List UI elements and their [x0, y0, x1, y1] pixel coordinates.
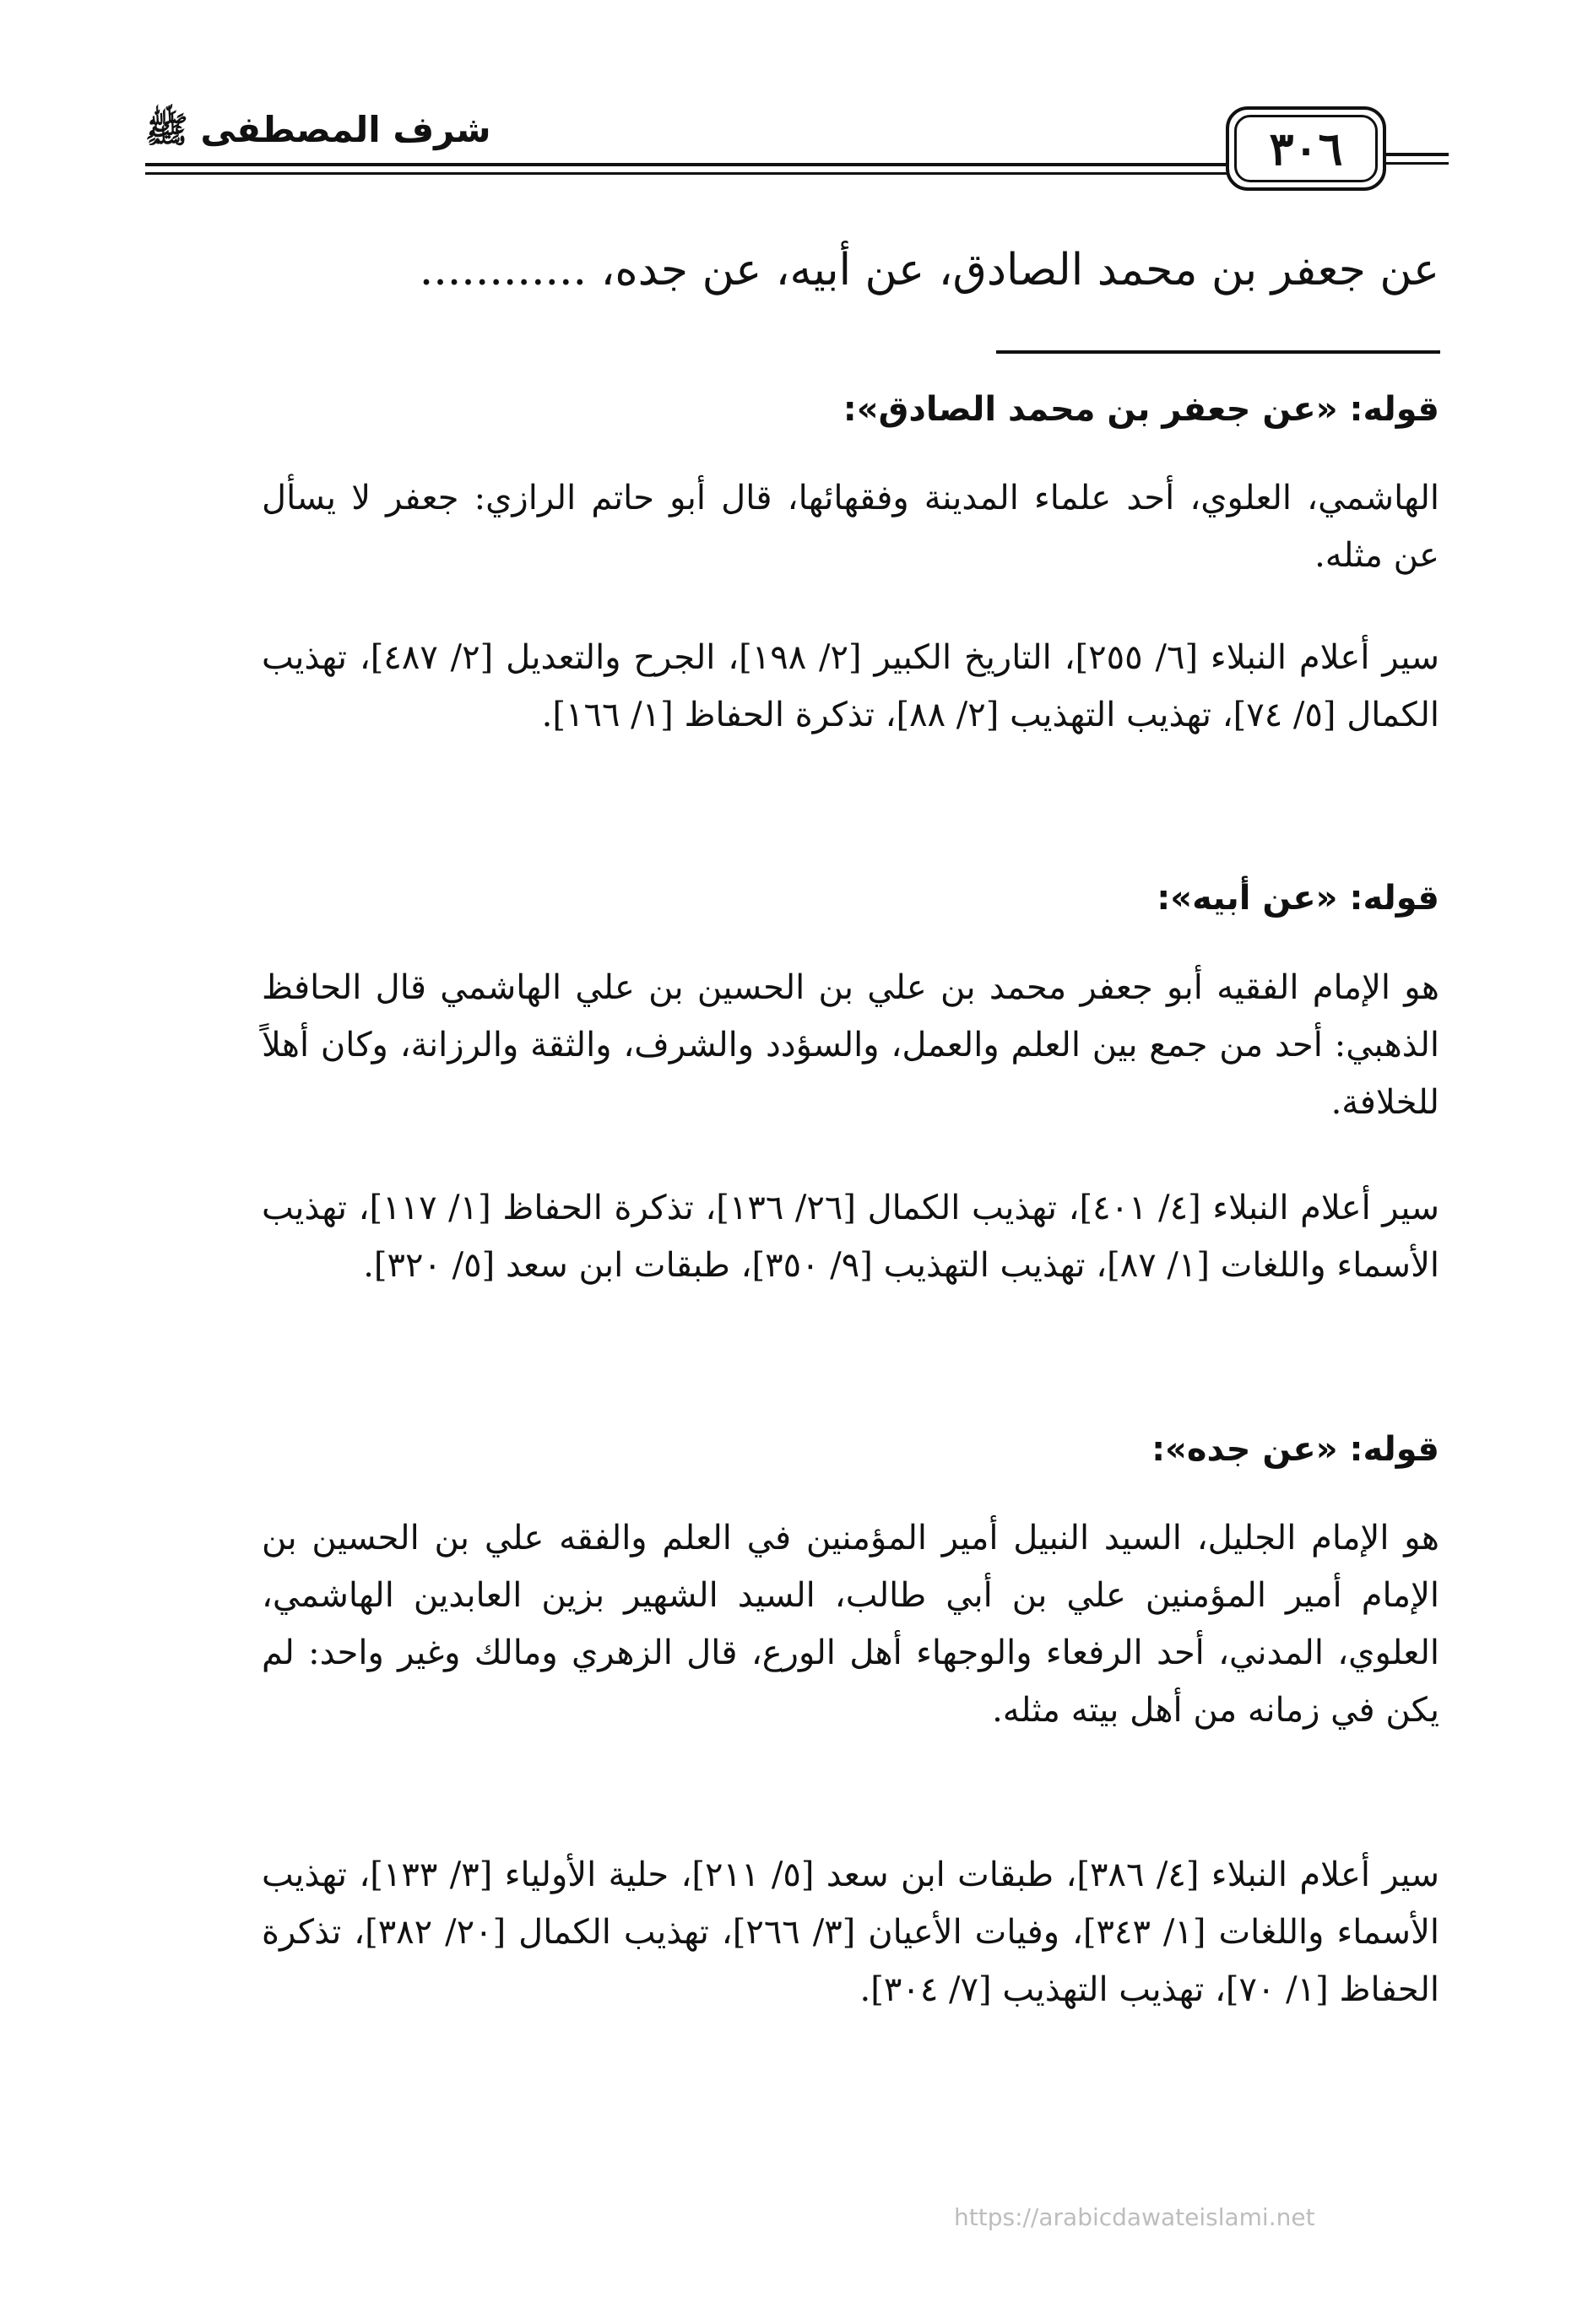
main-text-dots: ............ — [419, 245, 588, 295]
section-heading: قوله: «عن جده»: — [1151, 1430, 1439, 1469]
section-heading: قوله: «عن جعفر بن محمد الصادق»: — [843, 390, 1439, 429]
main-text: عن جعفر بن محمد الصادق، عن أبيه، عن جده، — [600, 245, 1439, 295]
website-watermark: https://arabicdawateislami.net — [954, 2203, 1315, 2231]
page-number: ٣٠٦ — [1269, 122, 1343, 176]
section-references: سير أعلام النبلاء [٤/ ٣٨٦]، طبقات ابن سعد [٥/ ٢١١]، حلية الأولياء [٣/ ١٣٣]، تهذيب الأسماء واللغات [١/ ٣٤٣]، وفيات الأعيان [٣/ ٢٦٦]، تهذيب الكمال [٢٠/ ٣٨٢]، تذكرة الحفاظ [١/ ٧٠]، تهذيب التهذيب [٧/ ٣٠٤]. — [262, 1855, 1440, 2009]
section-paragraph: الهاشمي، العلوي، أحد علماء المدينة وفقهائها، قال أبو حاتم الرازي: جعفر لا يسأل عن مثله. — [262, 479, 1439, 575]
section-references: سير أعلام النبلاء [٦/ ٢٥٥]، التاريخ الكبير [٢/ ١٩٨]، الجرح والتعديل [٢/ ٤٨٧]، تهذيب الكمال [٥/ ٧٤]، تهذيب التهذيب [٢/ ٨٨]، تذكرة الحفاظ [١/ ١٦٦]. — [262, 638, 1439, 734]
main-text-line — [148, 245, 1439, 295]
section-paragraph: هو الإمام الجليل، السيد النبيل أمير المؤمنين في العلم والفقه علي بن الحسين بن الإمام أمير المؤمنين علي بن أبي طالب، السيد الشهير بزين العابدين الهاشمي، العلوي، المدني، أحد الرفعاء والوجهاء أهل الورع، قال الزهري ومالك وغير واحد: لم يكن في زمانه من أهل بيته مثله. — [262, 1519, 1439, 1730]
header-rule — [145, 172, 1227, 175]
page-number-frame — [1226, 106, 1386, 191]
section-paragraph: هو الإمام الفقيه أبو جعفر محمد بن علي بن الحسين بن علي الهاشمي قال الحافظ الذهبي: أحد من جمع بين العلم والعمل، والسؤدد والشرف، والثقة والرزانة، وكان أهلاً للخلافة. — [262, 968, 1439, 1122]
running-header-title: شرف المصطفى ﷺ — [145, 109, 491, 150]
section-references: سير أعلام النبلاء [٤/ ٤٠١]، تهذيب الكمال [٢٦/ ١٣٦]، تذكرة الحفاظ [١/ ١١٧]، تهذيب الأسماء واللغات [١/ ٨٧]، تهذيب التهذيب [٩/ ٣٥٠]، طبقات ابن سعد [٥/ ٣٢٠]. — [262, 1189, 1439, 1285]
header-rule — [145, 163, 1227, 166]
header-rule — [1384, 162, 1449, 165]
section-heading: قوله: «عن أبيه»: — [1157, 879, 1439, 918]
header-rule — [1384, 153, 1449, 156]
footnote-divider — [996, 350, 1440, 354]
